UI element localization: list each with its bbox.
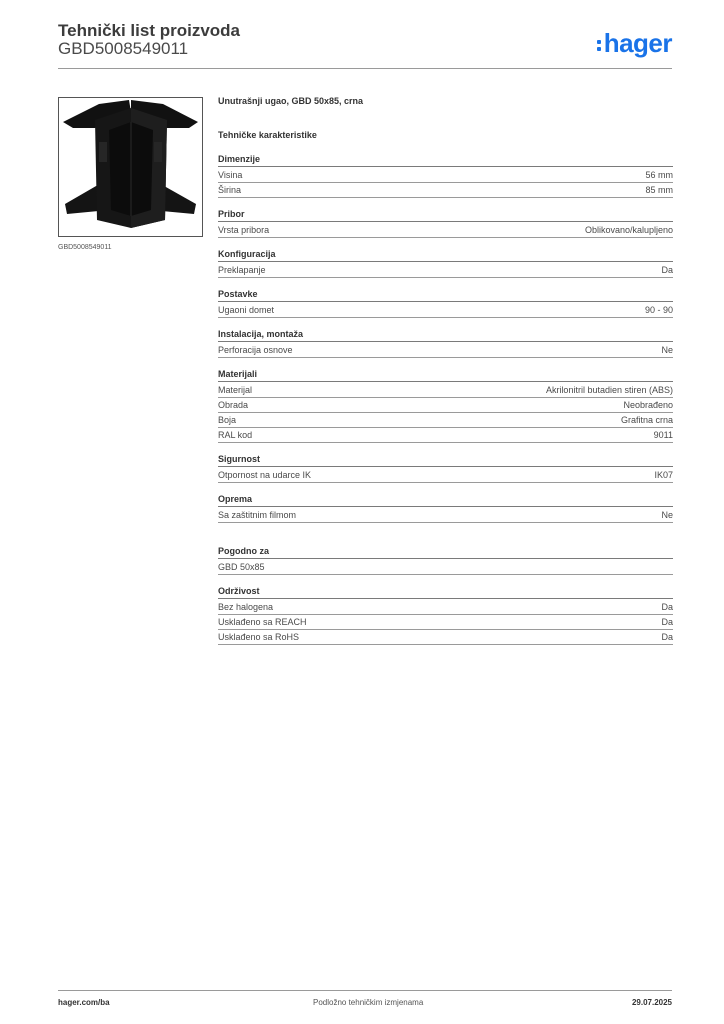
spec-value: 56 mm [645,170,673,180]
footer-date: 29.07.2025 [631,998,672,1007]
spec-value: Grafitna crna [620,415,673,425]
spec-label: RAL kod [218,430,253,440]
group-title: Instalacija, montaža [218,329,673,342]
spec-label: Visina [218,170,243,180]
spec-value: 9011 [653,430,673,440]
spec-row [218,615,673,630]
product-corner-image [59,98,202,236]
spec-label: Obrada [218,400,249,410]
spec-row [218,508,673,523]
image-caption: GBD5008549011 [58,244,112,251]
spec-group-pribor [218,209,673,238]
group-title: Dimenzije [218,154,673,167]
spec-row [218,343,673,358]
spec-group-materijali [218,369,673,443]
spec-value: Da [661,602,673,612]
spec-label: Otpornost na udarce IK [218,470,312,480]
spec-row [218,183,673,198]
footer-note: Podložno tehničkim izmjenama [313,998,424,1007]
spec-value: 90 - 90 [644,305,673,315]
logo-text: hager [603,28,672,58]
spec-value: Neobrađeno [623,400,673,410]
group-title: Sigurnost [218,454,673,467]
spec-value: Akrilonitril butadien stiren (ABS) [545,385,673,395]
spec-label: Sa zaštitnim filmom [218,510,297,520]
spec-label: Perforacija osnove [218,345,293,355]
spec-row [218,413,673,428]
spec-label: GBD 50x85 [218,562,265,572]
spec-value: Da [661,265,673,275]
spec-label: Širina [218,185,242,195]
spec-group-sigurnost [218,454,673,483]
group-title: Oprema [218,494,673,507]
spec-value: Da [661,632,673,642]
spec-value: Ne [661,345,673,355]
spec-label: Materijal [218,385,253,395]
group-title: Pribor [218,209,673,222]
spec-row [218,630,673,645]
footer-divider [58,990,672,991]
spec-group-konfiguracija [218,249,673,278]
tech-heading: Tehničke karakteristike [218,130,317,140]
spec-label: Preklapanje [218,265,266,275]
spec-group-postavke [218,289,673,318]
spec-group-oprema [218,494,673,523]
spec-label: Ugaoni domet [218,305,275,315]
spec-row [218,428,673,443]
spec-group-odrzivost [218,586,673,645]
spec-row [218,303,673,318]
spec-row [218,600,673,615]
spec-label: Bez halogena [218,602,274,612]
spec-row [218,168,673,183]
spec-content [218,96,673,656]
spec-row [218,398,673,413]
hager-logo [597,28,672,59]
spec-group-dimenzije [218,154,673,198]
spec-label: Vrsta pribora [218,225,270,235]
group-title: Postavke [218,289,673,302]
spec-group-pogodno-za [218,546,673,575]
spec-row [218,560,673,575]
product-name: Unutrašnji ugao, GBD 50x85, crna [218,96,364,106]
header-divider [58,68,672,69]
group-title: Konfiguracija [218,249,673,262]
spec-row [218,468,673,483]
spec-row [218,383,673,398]
spec-value: Da [661,617,673,627]
group-title: Održivost [218,586,673,599]
product-code: GBD5008549011 [58,39,189,58]
spec-label: Usklađeno sa REACH [218,617,307,627]
spec-value: 85 mm [645,185,673,195]
page-title: Tehnički list proizvoda [58,21,240,40]
footer-website-link[interactable]: hager.com/ba [58,998,110,1007]
spec-label: Usklađeno sa RoHS [218,632,300,642]
spec-row [218,263,673,278]
spec-row [218,223,673,238]
group-title: Pogodno za [218,546,673,559]
spec-label: Boja [218,415,237,425]
spec-group-instalacija [218,329,673,358]
group-title: Materijali [218,369,673,382]
spec-value: Oblikovano/kalupljeno [584,225,673,235]
spec-value: Ne [661,510,673,520]
spec-value: IK07 [654,470,673,480]
product-image-frame [58,97,203,237]
logo-dots-icon [597,34,602,52]
